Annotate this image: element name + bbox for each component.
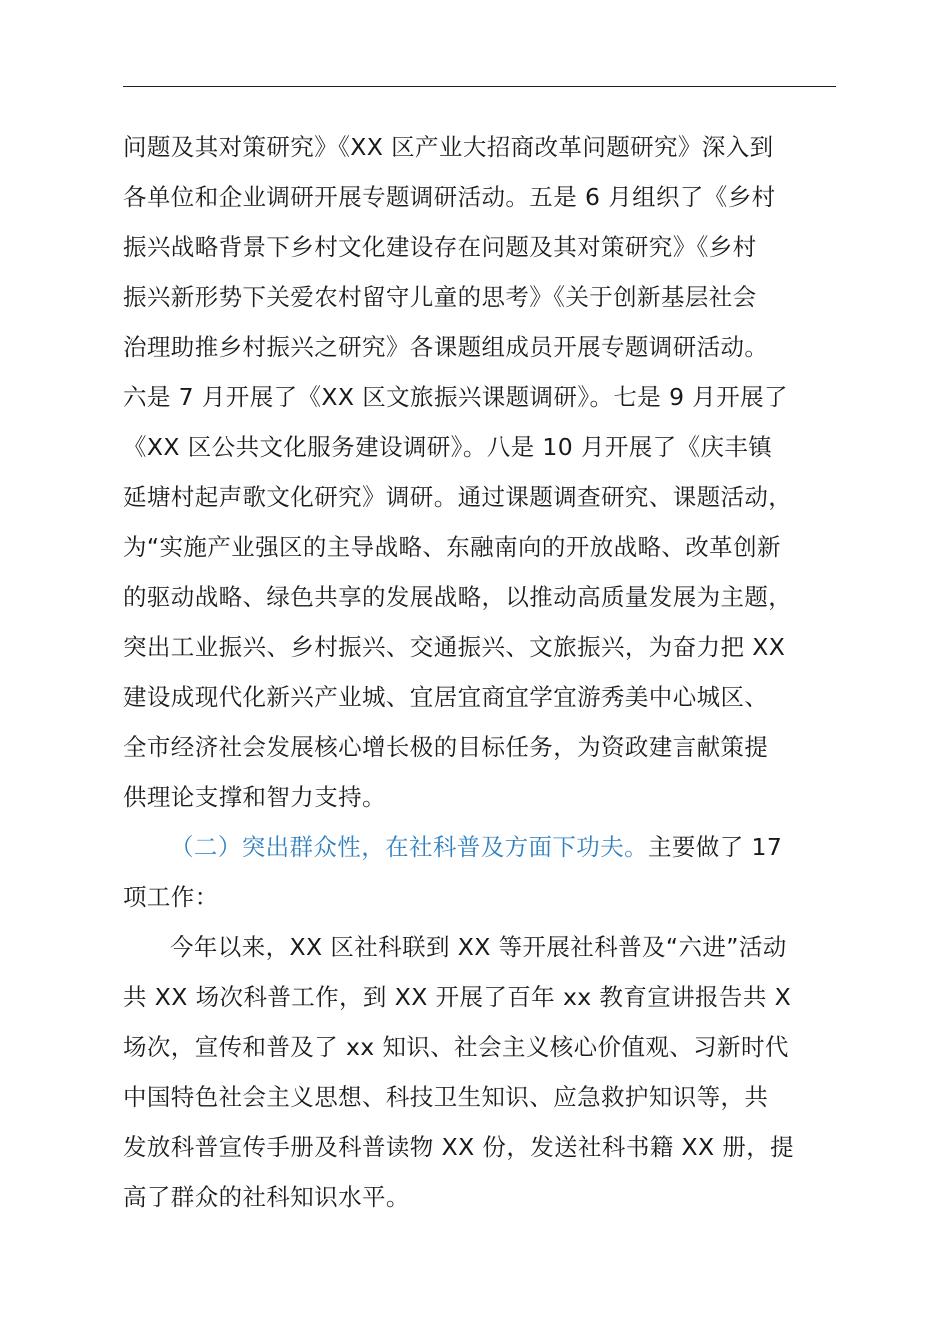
text-line: 治理助推乡村振兴之研究》各课题组成员开展专题调研活动。 — [123, 333, 769, 361]
text-line: 发放科普宣传手册及科普读物 XX 份，发送社科书籍 XX 册，提 — [123, 1133, 795, 1161]
text-line: 的驱动战略、绿色共享的发展战略，以推动高质量发展为主题， — [123, 583, 793, 611]
text-line: 供理论支撑和智力支持。 — [123, 783, 386, 811]
section-heading-line — [123, 822, 863, 872]
paragraph-first-line: 今年以来，XX 区社科联到 XX 等开展社科普及“六进”活动 — [170, 933, 787, 961]
header-rule — [123, 86, 836, 87]
text-line: 《XX 区公共文化服务建设调研》。八是 10 月开展了《庆丰镇 — [123, 433, 773, 461]
text-line: 项工作： — [123, 883, 219, 911]
text-line: 共 XX 场次科普工作，到 XX 开展了百年 xx 教育宣讲报告共 X — [123, 983, 792, 1011]
text-line: 全市经济社会发展核心增长极的目标任务，为资政建言献策提 — [123, 733, 769, 761]
text-line: 各单位和企业调研开展专题调研活动。五是 6 月组织了《乡村 — [123, 183, 776, 211]
text-line: 振兴战略背景下乡村文化建设存在问题及其对策研究》《乡村 — [123, 233, 757, 261]
text-line: 中国特色社会主义思想、科技卫生知识、应急救护知识等，共 — [123, 1083, 769, 1111]
text-line: 延塘村起声歌文化研究》调研。通过课题调查研究、课题活动， — [123, 483, 793, 511]
text-line: 场次，宣传和普及了 xx 知识、社会主义核心价值观、习新时代 — [123, 1033, 789, 1061]
text-line: 振兴新形势下关爱农村留守儿童的思考》《关于创新基层社会 — [123, 283, 757, 311]
text-line: 建设成现代化新兴产业城、宜居宜商宜学宜游秀美中心城区、 — [123, 683, 769, 711]
document-body — [123, 122, 863, 1222]
section-heading: （二）突出群众性，在社科普及方面下功夫。 — [170, 833, 648, 861]
text-line: 六是 7 月开展了《XX 区文旅振兴课题调研》。七是 9 月开展了 — [123, 383, 788, 411]
text-line: 高了群众的社科知识水平。 — [123, 1183, 410, 1211]
section-heading-tail: 主要做了 17 — [648, 833, 783, 861]
text-line: 突出工业振兴、乡村振兴、交通振兴、文旅振兴，为奋力把 XX — [123, 633, 786, 661]
text-line: 为“实施产业强区的主导战略、东融南向的开放战略、改革创新 — [123, 533, 781, 561]
text-line: 问题及其对策研究》《XX 区产业大招商改革问题研究》深入到 — [123, 133, 774, 161]
